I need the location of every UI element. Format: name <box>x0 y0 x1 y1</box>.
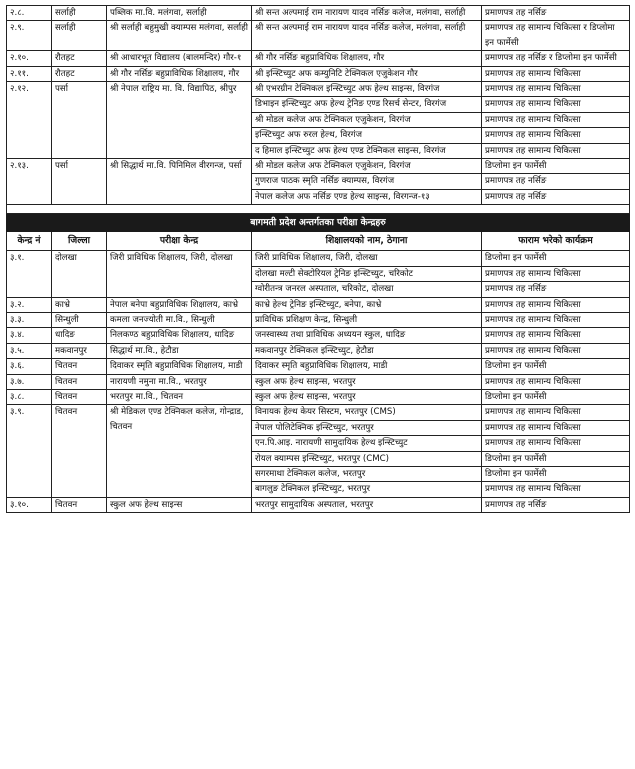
table-row <box>7 328 630 343</box>
school-name: सगरमाथा टेक्निकल कलेज, भरतपुर <box>252 466 482 481</box>
school-name: विनायक हेल्थ केयर सिस्टम, भरतपुर (CMS) <box>252 405 482 420</box>
program: प्रमाणपत्र तह सामान्य चिकित्सा <box>482 436 630 451</box>
district: चितवन <box>52 359 107 374</box>
exam-center: श्री सर्लाही बहुमुखी क्याम्पस मलंगवा, सर्लाही <box>107 21 252 51</box>
table-row <box>7 359 630 374</box>
school-name: मकवानपुर टेक्निकल इन्स्टिच्युट, हेटौडा <box>252 343 482 358</box>
exam-center: श्री सिद्धार्थ मा.वि. पिनिमिल वीरगन्ज, पर्सा <box>107 159 252 205</box>
table-row <box>7 343 630 358</box>
center-code: २.१२. <box>7 82 52 159</box>
school-name: श्री गौर नर्सिङ बहुप्राविधिक शिक्षालय, गौर <box>252 51 482 66</box>
exam-center: भरतपुर मा.वि., चितवन <box>107 389 252 404</box>
table-row <box>7 497 630 512</box>
exam-center: निलकण्ठ बहुप्राविधिक शिक्षालय, धादिङ <box>107 328 252 343</box>
exam-center: नेपाल बनेपा बहुप्राविधिक शिक्षालय, काभ्रे <box>107 297 252 312</box>
program: प्रमाणपत्र तह सामान्य चिकित्सा <box>482 343 630 358</box>
program: प्रमाणपत्र तह सामान्य चिकित्सा <box>482 482 630 497</box>
center-code: २.१३. <box>7 159 52 205</box>
center-code: ३.५. <box>7 343 52 358</box>
program: प्रमाणपत्र तह सामान्य चिकित्सा <box>482 405 630 420</box>
table-row <box>7 251 630 266</box>
section-2-head <box>7 205 630 251</box>
table-row <box>7 66 630 81</box>
school-name: दोलखा मल्टी सेक्टोरियल ट्रेनिङ इन्स्टिच्युट, चरिकोट <box>252 266 482 281</box>
center-code: ३.३. <box>7 312 52 327</box>
program: प्रमाणपत्र तह नर्सिङ <box>482 282 630 297</box>
table-row <box>7 297 630 312</box>
header-district: जिल्ला <box>52 232 107 251</box>
school-name: भरतपुर सामुदायिक अस्पताल, भरतपुर <box>252 497 482 512</box>
district: काभ्रे <box>52 297 107 312</box>
district: पर्सा <box>52 82 107 159</box>
exam-center: पब्लिक मा.वि. मलंगवा, सर्लाही <box>107 6 252 21</box>
center-code: २.९. <box>7 21 52 51</box>
school-name: स्कुल अफ हेल्थ साइन्स, भरतपुर <box>252 389 482 404</box>
table-row <box>7 6 630 21</box>
school-name: जनस्वास्थ्य तथा प्राविधिक अध्ययन स्कुल, धादिङ <box>252 328 482 343</box>
center-code: ३.९. <box>7 405 52 497</box>
school-name: श्री मोडल कलेज अफ टेक्निकल एजुकेशन, विरगंज <box>252 112 482 127</box>
school-name: नेपाल कलेज अफ नर्सिङ एण्ड हेल्थ साइन्स, विरगन्ज-१३ <box>252 189 482 204</box>
school-name: गुणराज पाठक स्मृति नर्सिङ क्याम्पस, विरगंज <box>252 174 482 189</box>
district: चितवन <box>52 374 107 389</box>
district: धादिङ <box>52 328 107 343</box>
program: प्रमाणपत्र तह सामान्य चिकित्सा <box>482 297 630 312</box>
header-school: शिक्षालयको नाम, ठेगाना <box>252 232 482 251</box>
exam-center-document <box>6 5 629 513</box>
district: सर्लाही <box>52 6 107 21</box>
school-name: श्री सन्त अल्पमाई राम नारायण यादव नर्सिङ कलेज, मलंगवा, सर्लाही <box>252 21 482 51</box>
table-row <box>7 312 630 327</box>
school-name: स्कुल अफ हेल्थ साइन्स, भरतपुर <box>252 374 482 389</box>
program: प्रमाणपत्र तह सामान्य चिकित्सा र डिप्लोमा इन फार्मेसी <box>482 21 630 51</box>
program: प्रमाणपत्र तह सामान्य चिकित्सा <box>482 128 630 143</box>
program: डिप्लोमा इन फार्मेसी <box>482 389 630 404</box>
district: पर्सा <box>52 159 107 205</box>
school-name: इन्स्टिच्युट अफ रुरल हेल्थ, विरगंज <box>252 128 482 143</box>
program: डिप्लोमा इन फार्मेसी <box>482 466 630 481</box>
exam-center: कमला जनज्योती मा.वि., सिन्धुली <box>107 312 252 327</box>
exam-center: जिरी प्राविधिक शिक्षालय, जिरी, दोलखा <box>107 251 252 297</box>
program: डिप्लोमा इन फार्मेसी <box>482 251 630 266</box>
section-2-body <box>7 251 630 513</box>
table-row <box>7 405 630 420</box>
spacer-cell <box>7 205 630 214</box>
district: रौतहट <box>52 66 107 81</box>
district: चितवन <box>52 389 107 404</box>
program: प्रमाणपत्र तह नर्सिङ <box>482 6 630 21</box>
province-banner-title: बागमती प्रदेश अन्तर्गतका परीक्षा केन्द्रहरु <box>7 214 630 232</box>
district: चितवन <box>52 497 107 512</box>
exam-center: स्कुल अफ हेल्थ साइन्स <box>107 497 252 512</box>
district: सिन्धुली <box>52 312 107 327</box>
program: प्रमाणपत्र तह सामान्य चिकित्सा <box>482 328 630 343</box>
exam-center: श्री मेडिकल एण्ड टेक्निकल कलेज, गोन्द्राड, चितवन <box>107 405 252 497</box>
table-row <box>7 159 630 174</box>
school-name: श्री एभरग्रीन टेक्निकल इन्स्टिच्युट अफ हेल्थ साइन्स, विरगंज <box>252 82 482 97</box>
school-name: प्राविधिक प्रशिक्षण केन्द्र, सिन्धुली <box>252 312 482 327</box>
table-row <box>7 21 630 51</box>
program: प्रमाणपत्र तह सामान्य चिकित्सा <box>482 374 630 389</box>
center-code: ३.८. <box>7 389 52 404</box>
center-code: ३.१०. <box>7 497 52 512</box>
program: डिप्लोमा इन फार्मेसी <box>482 159 630 174</box>
program: प्रमाणपत्र तह सामान्य चिकित्सा <box>482 143 630 158</box>
program: प्रमाणपत्र तह नर्सिङ <box>482 497 630 512</box>
province-banner <box>7 214 630 232</box>
program: प्रमाणपत्र तह सामान्य चिकित्सा <box>482 420 630 435</box>
program: प्रमाणपत्र तह सामान्य चिकित्सा <box>482 266 630 281</box>
header-code: केन्द्र नं <box>7 232 52 251</box>
exam-center: सिद्धार्थ मा.वि., हेटौडा <box>107 343 252 358</box>
district: चितवन <box>52 405 107 497</box>
school-name: नेपाल पोलिटेक्निक इन्स्टिच्युट, भरतपुर <box>252 420 482 435</box>
program: प्रमाणपत्र तह सामान्य चिकित्सा <box>482 97 630 112</box>
school-name: श्री इन्स्टिच्युट अफ कम्युनिटि टेक्निकल एजुकेशन गौर <box>252 66 482 81</box>
program: प्रमाणपत्र तह सामान्य चिकित्सा <box>482 82 630 97</box>
table-row <box>7 374 630 389</box>
center-code: ३.७. <box>7 374 52 389</box>
center-code: २.११. <box>7 66 52 81</box>
header-row <box>7 232 630 251</box>
exam-center: श्री गौर नर्सिङ बहुप्राविधिक शिक्षालय, गौर <box>107 66 252 81</box>
district: सर्लाही <box>52 21 107 51</box>
school-name: काभ्रे हेल्थ ट्रेनिङ इन्स्टिच्युट, बनेपा, काभ्रे <box>252 297 482 312</box>
center-code: ३.१. <box>7 251 52 297</box>
program: प्रमाणपत्र तह सामान्य चिकित्सा <box>482 66 630 81</box>
school-name: रोयल क्याम्पस इन्स्टिच्युट, भरतपुर (CMC) <box>252 451 482 466</box>
spacer-row <box>7 205 630 214</box>
table-row <box>7 51 630 66</box>
section-1-body <box>7 6 630 205</box>
center-code: ३.४. <box>7 328 52 343</box>
header-program: फाराम भरेको कार्यक्रम <box>482 232 630 251</box>
exam-center: श्री नेपाल राष्ट्रिय मा. वि. विद्यापिठ, श्रीपुर <box>107 82 252 159</box>
school-name: द हिमाल इन्स्टिच्युट अफ हेल्थ एण्ड टेक्निकल साइन्स, विरगंज <box>252 143 482 158</box>
program: डिप्लोमा इन फार्मेसी <box>482 451 630 466</box>
center-code: २.८. <box>7 6 52 21</box>
center-code: ३.२. <box>7 297 52 312</box>
school-name: श्री सन्त अल्पमाई राम नारायण यादव नर्सिङ कलेज, मलंगवा, सर्लाही <box>252 6 482 21</box>
school-name: डिभाइन इन्स्टिच्युट अफ हेल्थ ट्रेनिङ एण्ड रिसर्च सेन्टर, विरगंज <box>252 97 482 112</box>
program: प्रमाणपत्र तह सामान्य चिकित्सा <box>482 112 630 127</box>
district: मकवानपुर <box>52 343 107 358</box>
exam-center: नारायणी नमुना मा.वि., भरतपुर <box>107 374 252 389</box>
district: दोलखा <box>52 251 107 297</box>
program: प्रमाणपत्र तह नर्सिङ <box>482 174 630 189</box>
exam-center: श्री आधारभूत विद्यालय (बालमन्दिर) गौर-१ <box>107 51 252 66</box>
school-name: श्री मोडल कलेज अफ टेक्निकल एजुकेशन, विरगंज <box>252 159 482 174</box>
table-row <box>7 389 630 404</box>
program: प्रमाणपत्र तह नर्सिङ <box>482 189 630 204</box>
exam-centers-table <box>6 5 630 513</box>
school-name: बागलुङ टेक्निकल इन्स्टिच्युट, भरतपुर <box>252 482 482 497</box>
program: प्रमाणपत्र तह सामान्य चिकित्सा <box>482 312 630 327</box>
program: प्रमाणपत्र तह नर्सिङ र डिप्लोमा इन फार्मेसी <box>482 51 630 66</box>
header-center: परीक्षा केन्द्र <box>107 232 252 251</box>
district: रौतहट <box>52 51 107 66</box>
center-code: ३.६. <box>7 359 52 374</box>
exam-center: दिवाकर स्मृति बहुप्राविधिक शिक्षालय, माडी <box>107 359 252 374</box>
school-name: एन.पि.आइ. नारायणी सामुदायिक हेल्थ इन्स्टिच्युट <box>252 436 482 451</box>
school-name: जिरी प्राविधिक शिक्षालय, जिरी, दोलखा <box>252 251 482 266</box>
table-row <box>7 82 630 97</box>
school-name: दिवाकर स्मृति बहुप्राविधिक शिक्षालय, माडी <box>252 359 482 374</box>
program: डिप्लोमा इन फार्मेसी <box>482 359 630 374</box>
center-code: २.१०. <box>7 51 52 66</box>
school-name: ग्वोरीतन्त्र जनरल अस्पताल, चरिकोट, दोलखा <box>252 282 482 297</box>
